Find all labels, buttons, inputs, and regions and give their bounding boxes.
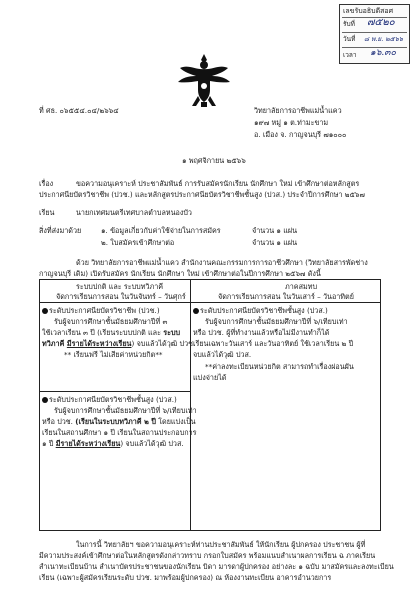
left-cell1-line-2: รับผู้จบการศึกษาชั้นมัธยมศึกษาปีที่ ๓ [54,317,168,326]
bullet-icon [42,397,48,403]
right-cell1-line-1: ระดับประกาศนียบัตรวิชาชีพชั้นสูง (ปวส.) [193,306,328,315]
body-line-1: ด้วย วิทยาลัยการอาชีพแม่น้ำแคว สำนักงานคณะกรรมการการอาชีวศึกษา (วิทยาลัยสารพัดช่าง [76,258,368,267]
to-label: เรียน [39,208,55,217]
table-right-header-1: ภาคสมทบ [285,282,318,291]
stamp-no-label: รับที่ [343,20,355,28]
table-left-header-2: จัดการเรียนการสอน ในวันจันทร์ – วันศุกร์ [56,292,186,301]
reference-number: ที่ ศธ. ๐๖๕๕๔.๐๔/๒๖๖๔ [39,106,119,115]
letter-date: ๑ พฤศจิกายน ๒๕๖๖ [182,156,246,165]
closing-line-3: สำเนาทะเบียนบ้าน สำเนาบัตรประชาชนของนักเรียน บิดา มารดาผู้ปกครอง อย่างละ ๑ ฉบับ มาสมัครและลงทะเบียน [39,562,394,571]
body-line-2: กาญจนบุรี เดิม) เปิดรับสมัคร นักเรียน นักศึกษา ใหม่ เข้าศึกษาต่อในปีการศึกษา ๒๕๖๗ ดังนี้ [39,269,321,278]
program-table [39,279,381,531]
table-left-header-1: ระบบปกติ และ ระบบทวิภาคี [76,282,164,291]
stamp-time-label: เวลา [343,51,357,59]
left-cell1-line-3: ใช้เวลาเรียน ๓ ปี (เรียนระบบปกติ และ ระบบ [42,328,181,337]
organization-name: วิทยาลัยการอาชีพแม่น้ำแคว [254,106,342,115]
receipt-stamp [339,4,410,64]
right-cell1-line-2: รับผู้จบการศึกษาชั้นมัธยมศึกษาปีที่ ๖/เทียบเท่า [205,317,348,326]
stamp-date-label: วันที่ [343,35,356,43]
closing-line-4: เรียน (เฉพาะผู้สมัครเรียนระดับ ปวช. มาพร้อมผู้ปกครอง) ณ ห้องงานทะเบียน อาคารอำนวยการ [39,573,332,582]
subject-line-1: ขอความอนุเคราะห์ ประชาสัมพันธ์ การรับสมัครนักเรียน นักศึกษา ใหม่ เข้าศึกษาต่อหลักสูตร [76,179,360,188]
left-cell2-line-5: ๑ ปี มีรายได้ระหว่างเรียน) จบแล้วได้วุฒิ ปวส. [42,439,184,448]
left-cell1-line-5: ** เรียนฟรี ไม่เสียค่าหน่วยกิต** [64,350,163,359]
enclosure-item-2: ๒. ใบสมัครเข้าศึกษาต่อ [101,238,175,247]
closing-line-1: ในการนี้ วิทยาลัยฯ ขอความอนุเคราะห์ท่านประชาสัมพันธ์ ให้นักเรียน ผู้ปกครอง ประชาชน ผู้ที่ [76,540,366,549]
address-line-2: อ. เมือง จ. กาญจนบุรี ๗๑๐๐๐ [254,130,347,139]
left-cell2-line-4: เรียนในสถานศึกษา ๑ ปี เรียนในสถานประกอบการ [42,428,197,437]
left-cell2-line-1: ระดับประกาศนียบัตรวิชาชีพชั้นสูง (ปวส.) [42,395,177,404]
stamp-time-value: ๑๖.๓๐ [370,48,396,58]
enclosure-item-2-qty: จำนวน ๑ แผ่น [252,238,297,247]
left-cell1-line-4: ทวิภาคี มีรายได้ระหว่างเรียน) จบแล้วได้วุฒิ ปวช. [42,339,196,348]
recipient: นายกเทศมนตรีเทศบาลตำบลหนองบัว [76,208,192,217]
enclosure-item-1: ๑. ข้อมูลเกี่ยวกับค่าใช้จ่ายในการสมัคร [101,226,221,235]
right-cell1-line-7: แบ่งจ่ายได้ [193,373,227,382]
right-cell1-line-6: **ค่าลงทะเบียนหน่วยกิต สามารถทำเรื่องผ่อนผัน [205,362,354,371]
left-cell2-line-3: หรือ ปวช. (เรียนในระบบทวิภาคี ๒ ปี โดยแบ่งเป็น [42,417,196,426]
right-cell1-line-3: หรือ ปวช. ผู้ที่ทำงานแล้วหรือไม่มีงานทำก็ได้ [193,328,330,337]
left-cell1-line-1: ระดับประกาศนียบัตรวิชาชีพ (ปวช.) [42,306,160,315]
enclosure-item-1-qty: จำนวน ๑ แผ่น [252,226,297,235]
right-cell1-line-4: เรียนเฉพาะวันเสาร์ และวันอาทิตย์ ใช้เวลาเรียน ๒ ปี [193,339,354,348]
closing-line-2: มีความประสงค์เข้าศึกษาต่อในหลักสูตรดังกล่าวทราบ กรอกใบสมัคร พร้อมแนบสำเนาผลการเรียน ฉ ภาคเรียน [39,551,376,560]
table-right-header-2: จัดการเรียนการสอน ในวันเสาร์ – วันอาทิตย์ [218,292,354,301]
subject-line-2: ประกาศนียบัตรวิชาชีพ (ปวช.) และหลักสูตรประกาศนียบัตรวิชาชีพชั้นสูง (ปวส.) ประจำปีการศึกษา ๒๕๖๗ [39,190,365,199]
subject-label: เรื่อง [39,179,54,188]
right-cell1-line-5: จบแล้วได้วุฒิ ปวส. [193,350,252,359]
bullet-icon [42,308,48,314]
enclosures-label: สิ่งที่ส่งมาด้วย [39,226,82,235]
address-line-1: ๑๙๗ หมู่ ๑ ต.ท่ามะขาม [254,118,329,127]
stamp-no-value: ๗๕๒๐ [367,17,395,28]
bullet-icon [193,308,199,314]
garuda-emblem-icon [174,50,234,110]
stamp-date-value: ๘ พ.ย. ๒๕๖๖ [364,35,403,43]
left-cell2-line-2: รับผู้จบการศึกษาชั้นมัธยมศึกษาปีที่ ๖/เทียบเท่า [54,406,197,415]
stamp-title: เลขรับอธิบดีสอศ [343,7,394,15]
